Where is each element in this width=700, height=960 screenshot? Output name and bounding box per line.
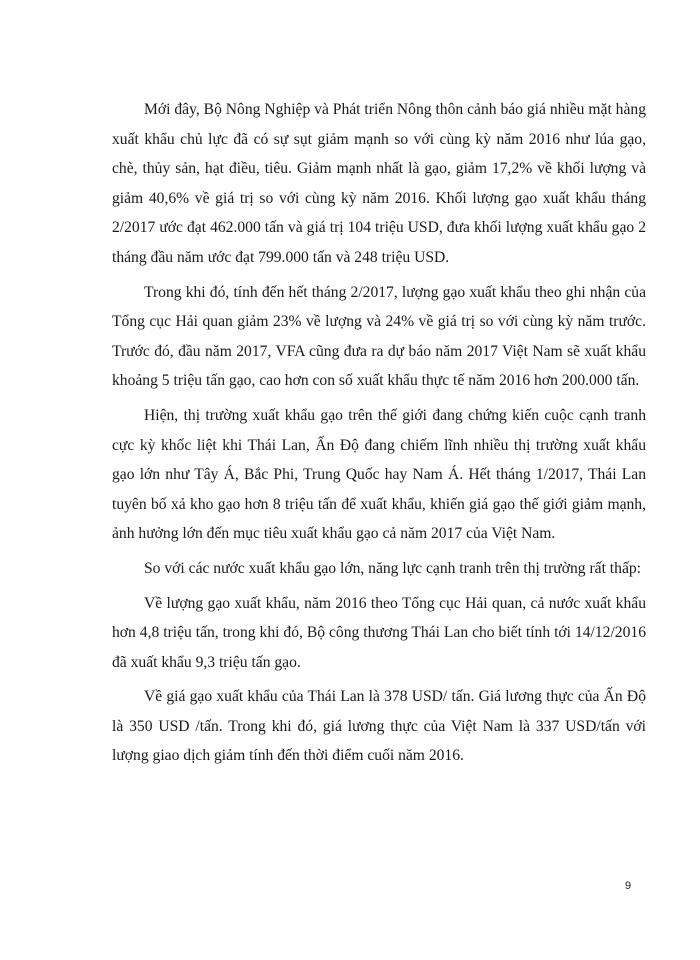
- paragraph-customs-data: Trong khi đó, tính đến hết tháng 2/2017, lượng gạo xuất khẩu theo ghi nhận của Tổng cục Hải quan giảm 23% về lượng và 24% về giá trị so với cùng kỳ năm trước. Trước đó, đầu năm 2017, VFA cũng đưa ra dự báo năm 2017 Việt Nam sẽ xuất khẩu khoảng 5 triệu tấn gạo, cao hơn con số xuất khẩu thực tế năm 2016 hơn 200.000 tấn.: [112, 283, 646, 390]
- paragraph-market-competition: Hiện, thị trường xuất khẩu gạo trên thế giới đang chứng kiến cuộc cạnh tranh cực kỳ khốc liệt khi Thái Lan, Ấn Độ đang chiếm lĩnh nhiều thị trường xuất khẩu gạo lớn như Tây Á, Bắc Phi, Trung Quốc hay Nam Á. Hết tháng 1/2017, Thái Lan tuyên bố xả kho gạo hơn 8 triệu tấn để xuất khẩu, khiến giá gạo thế giới giảm mạnh, ảnh hưởng lớn đến mục tiêu xuất khẩu gạo cả năm 2017 của Việt Nam.: [112, 406, 646, 543]
- document-body: [112, 95, 646, 776]
- paragraph-export-volume: Về lượng gạo xuất khẩu, năm 2016 theo Tổng cục Hải quan, cả nước xuất khẩu hơn 4,8 triệu tấn, trong khi đó, Bộ công thương Thái Lan cho biết tính tới 14/12/2016 đã xuất khẩu 9,3 triệu tấn gạo.: [112, 594, 646, 671]
- paragraph-competitiveness: So với các nước xuất khẩu gạo lớn, năng lực cạnh tranh trên thị trường rất thấp:: [144, 559, 641, 577]
- paragraph-export-price: Về giá gạo xuất khẩu của Thái Lan là 378 USD/ tấn. Giá lương thực của Ấn Độ là 350 USD /tấn. Trong khi đó, giá lương thực của Việt Nam là 337 USD/tấn với lượng giao dịch giảm tính đến thời điểm cuối năm 2016.: [112, 688, 646, 765]
- paragraph-rice-export-decline: Mới đây, Bộ Nông Nghiệp và Phát triển Nông thôn cảnh báo giá nhiều mặt hàng xuất khẩu chủ lực đã có sự sụt giảm mạnh so với cùng kỳ năm 2016 như lúa gạo, chè, thủy sản, hạt điều, tiêu. Giảm mạnh nhất là gạo, giảm 17,2% về khối lượng và giảm 40,6% về giá trị so với cùng kỳ năm 2016. Khối lượng gạo xuất khẩu tháng 2/2017 ước đạt 462.000 tấn và giá trị 104 triệu USD, đưa khối lượng xuất khẩu gạo 2 tháng đầu năm ước đạt 799.000 tấn và 248 triệu USD.: [112, 101, 646, 266]
- page-number: 9: [625, 880, 632, 892]
